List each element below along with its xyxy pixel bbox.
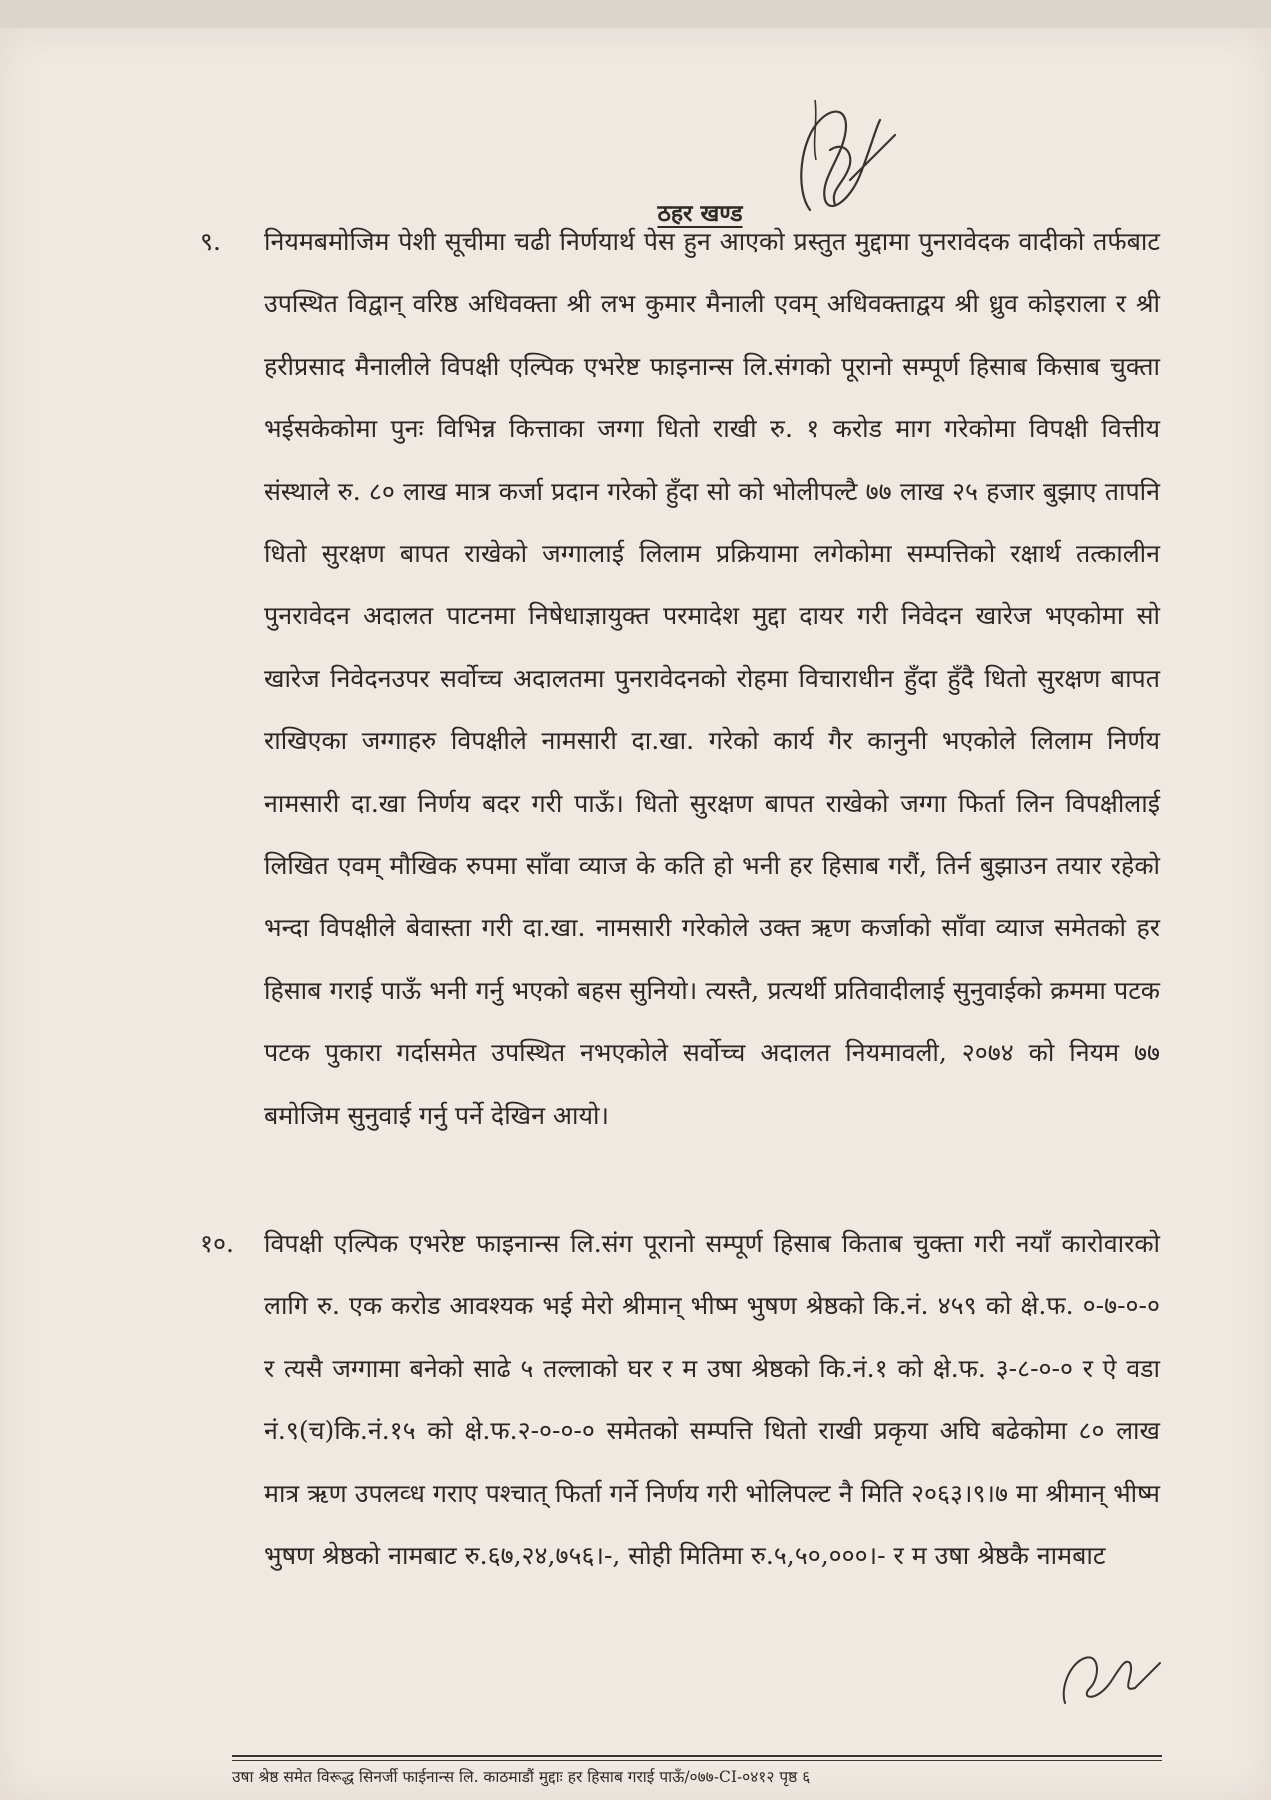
paragraph-text: विपक्षी एल्पिक एभरेष्ट फाइनान्स लि.संग पूरानो सम्पूर्ण हिसाब किताब चुक्ता गरी नयाँ कारोवारको लागि रु. एक करोड आवश्यक भई मेरो श्रीमान् भीष्म भुषण श्रेष्ठको कि.नं. ४५९ को क्षे.फ. ०-७-०-० र त्यसै जग्गामा बनेको साढे ५ तल्लाको घर र म उषा श्रेष्ठको कि.नं.१ को क्षे.फ. ३-८-०-० र ऐ वडा नं.९(च)कि.नं.१५ को क्षे.फ.२-०-०-० समेतको सम्पत्ति धितो राखी प्रकृया अघि बढेकोमा ८० लाख मात्र ऋण उपलव्ध गराए पश्चात् फिर्ता गर्ने निर्णय गरी भोलिपल्ट नै मिति २०६३।९।७ मा श्रीमान् भीष्म भुषण श्रेष्ठको नामबाट रु.६७,२४,७५६।-, सोही मितिमा रु.५,५०,०००।- र म उषा श्रेष्ठकै नामबाट [264, 1229, 1160, 1571]
paragraph-text: नियमबमोजिम पेशी सूचीमा चढी निर्णयार्थ पेस हुन आएको प्रस्तुत मुद्दामा पुनरावेदक वादीको तर्फबाट उपस्थित विद्वान् वरिष्ठ अधिवक्ता श्री लभ कुमार मैनाली एवम् अधिवक्ताद्वय श्री ध्रुव कोइराला र श्री हरीप्रसाद मैनालीले विपक्षी एल्पिक एभरेष्ट फाइनान्स लि.संगको पूरानो सम्पूर्ण हिसाब किसाब चुक्ता भईसकेकोमा पुनः विभिन्न कित्ताका जग्गा धितो राखी रु. १ करोड माग गरेकोमा विपक्षी वित्तीय संस्थाले रु. ८० लाख मात्र कर्जा प्रदान गरेको हुँदा सो को भोलीपल्टै ७७ लाख २५ हजार बुझाए तापनि धितो सुरक्षण बापत राखेको जग्गालाई लिलाम प्रक्रियामा लगेकोमा सम्पत्तिको रक्षार्थ तत्कालीन पुनरावेदन अदालत पाटनमा निषेधाज्ञायुक्त परमादेश मुद्दा दायर गरी निवेदन खारेज भएकोमा सो खारेज निवेदनउपर सर्वोच्च अदालतमा पुनरावेदनको रोहमा विचाराधीन हुँदा हुँदै धितो सुरक्षण बापत राखिएका जग्गाहरु विपक्षीले नामसारी दा.खा. गरेको कार्य गैर कानुनी भएकोले लिलाम निर्णय नामसारी दा.खा निर्णय बदर गरी पाऊँ। धितो सुरक्षण बापत राखेको जग्गा फिर्ता लिन विपक्षीलाई लिखित एवम् मौखिक रुपमा साँवा व्याज के कति हो भनी हर हिसाब गरौं, तिर्न बुझाउन तयार रहेको भन्दा विपक्षीले बेवास्ता गरी दा.खा. नामसारी गरेकोले उक्त ऋण कर्जाको साँवा व्याज समेतको हर हिसाब गराई पाऊँ भनी गर्नु भएको बहस सुनियो। त्यस्तै, प्रत्यर्थी प्रतिवादीलाई सुनुवाईको क्रममा पटक पटक पुकारा गर्दासमेत उपस्थित नभएकोले सर्वोच्च अदालत नियमावली, २०७४ को नियम ७७ बमोजिम सुनुवाई गर्नु पर्ने देखिन आयो। [264, 227, 1160, 1130]
footer-rule-thin [232, 1760, 1162, 1761]
footer-rule [232, 1755, 1162, 1757]
signature-bottom [1055, 1643, 1165, 1713]
paragraph-number: १०. [200, 1229, 234, 1258]
section-heading: ठहर खण्ड [657, 200, 743, 227]
paragraph-10 [200, 1213, 1160, 1587]
document-page [0, 28, 1271, 1800]
paragraph-9 [200, 211, 1160, 1147]
paragraph-number: ९. [200, 227, 221, 256]
page-footer: उषा श्रेष्ठ समेत विरूद्ध सिनर्जी फाईनान्स लि. काठमाडौं मुद्दाः हर हिसाब गराई पाऊँ/०७७-CI-०४१२ पृष्ठ ६ [232, 1768, 811, 1786]
